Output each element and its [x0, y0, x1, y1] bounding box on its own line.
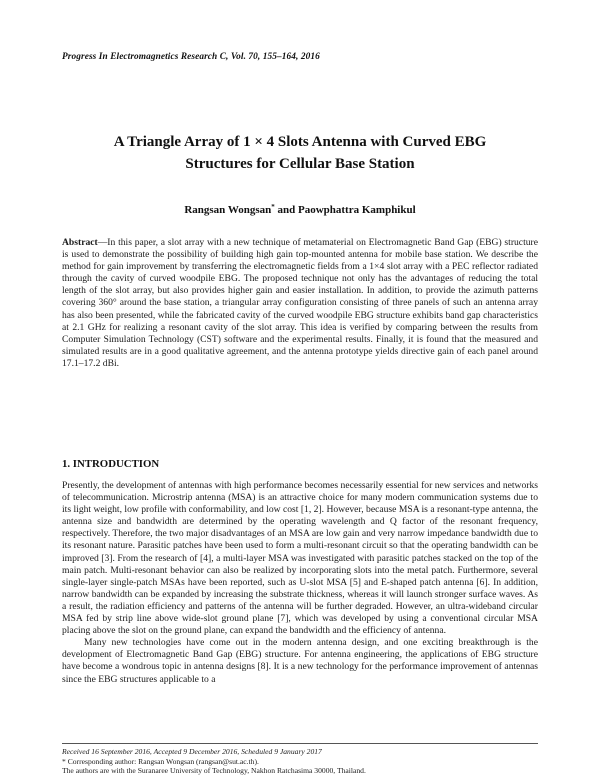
introduction-body	[62, 480, 538, 686]
footnotes	[62, 747, 538, 776]
footnote-divider	[62, 743, 538, 744]
title-line-2: Structures for Cellular Base Station	[185, 156, 415, 172]
abstract	[62, 237, 538, 370]
journal-header: Progress In Electromagnetics Research C, Vol. 70, 155–164, 2016	[62, 52, 320, 62]
abstract-text: —In this paper, a slot array with a new technique of metamaterial on Electromagnetic Band Gap (EBG) structure is used to demonstrate the possibility of building high gain top-mounted antenna for mobile base station. We describe the method for gain improvement by transferring the electromagnetic fields from a 1×4 slot array with a PEC reflector radiated through the cavity of curved woodpile EBG. The proposed technique not only has the advantages of reducing the total length of the slot array, but also provides higher gain and easier installation. In addition, to provide the azimuth patterns covering 360° around the base station, a triangular array configuration consisting of three panels of such an antenna array has also been presented, while the fabricated cavity of the curved woodpile EBG structure exhibits band gap characteristics at 2.1 GHz for realizing a resonant cavity of the slot array. This idea is verified by comparing between the results from Computer Simulation Technology (CST) software and the experimental results. Finally, it is found that the measured and simulated results are in a good qualitative agreement, and the antenna prototype yields directive gain of each panel around 17.1–17.2 dBi.	[62, 237, 538, 369]
section-heading-introduction: 1. INTRODUCTION	[62, 458, 160, 470]
corresponding-author-note: * Corresponding author: Rangsan Wongsan (rangsan@sut.ac.th).	[62, 756, 259, 766]
paper-title	[50, 131, 550, 175]
abstract-label: Abstract	[62, 237, 98, 248]
author-connector: and	[274, 204, 298, 216]
affiliation-note: The authors are with the Suranaree University of Technology, Nakhon Ratchasima 30000, Thailand.	[62, 766, 366, 776]
intro-paragraph-2: Many new technologies have come out in the modern antenna design, and one exciting breakthrough is the development of Electromagnetic Band Gap (EBG) structure. For antenna engineering, the applications of EBG structure have become a wondrous topic in antenna designs [8]. It is a new technology for the performance improvement of antennas since the EBG structures applicable to a	[62, 637, 538, 685]
author-2: Paowphattra Kamphikul	[298, 204, 416, 216]
author-1: Rangsan Wongsan	[184, 204, 272, 216]
intro-paragraph-1: Presently, the development of antennas with high performance becomes necessarily essential for new services and networks of telecommunication. Microstrip antenna (MSA) is an attractive choice for many modern communication systems due to its light weight, low profile with conformability, and low cost [1, 2]. However, because MSA is a resonant-type antenna, the antenna size and bandwidth are determined by the operating wavelength and Q factor of the resonant frequency, respectively. Therefore, the two major disadvantages of an MSA are low gain and very narrow impedance bandwidth due to its resonant nature. Parasitic patches have been used to form a multi-resonant circuit so that the operating bandwidth can be improved [3]. From the research of [4], a multi-layer MSA was investigated with parasitic patches stacked on the top of the main patch. Multi-resonant behavior can also be realized by incorporating slots into the metal patch. Furthermore, several single-layer single-patch MSAs have been reported, such as U-slot MSA [5] and E-shaped patch antenna [6]. In addition, narrow bandwidth can be expanded by increasing the substrate thickness, whereas it will launch stronger surface waves. As a result, the radiation efficiency and patterns of the antenna will be further degraded. However, an ultra-wideband circular MSA fed by strip line above wide-slot ground plane [7], which was developed by using a conventional circular MSA placing above the slot on the ground plane, can expand the bandwidth and the efficiency of antenna.	[62, 480, 538, 637]
author-list	[80, 203, 520, 216]
title-line-1: A Triangle Array of 1 × 4 Slots Antenna with Curved EBG	[113, 134, 487, 150]
received-dates: Received 16 September 2016, Accepted 9 December 2016, Scheduled 9 January 2017	[62, 747, 322, 756]
corresponding-mark: *	[271, 203, 275, 211]
